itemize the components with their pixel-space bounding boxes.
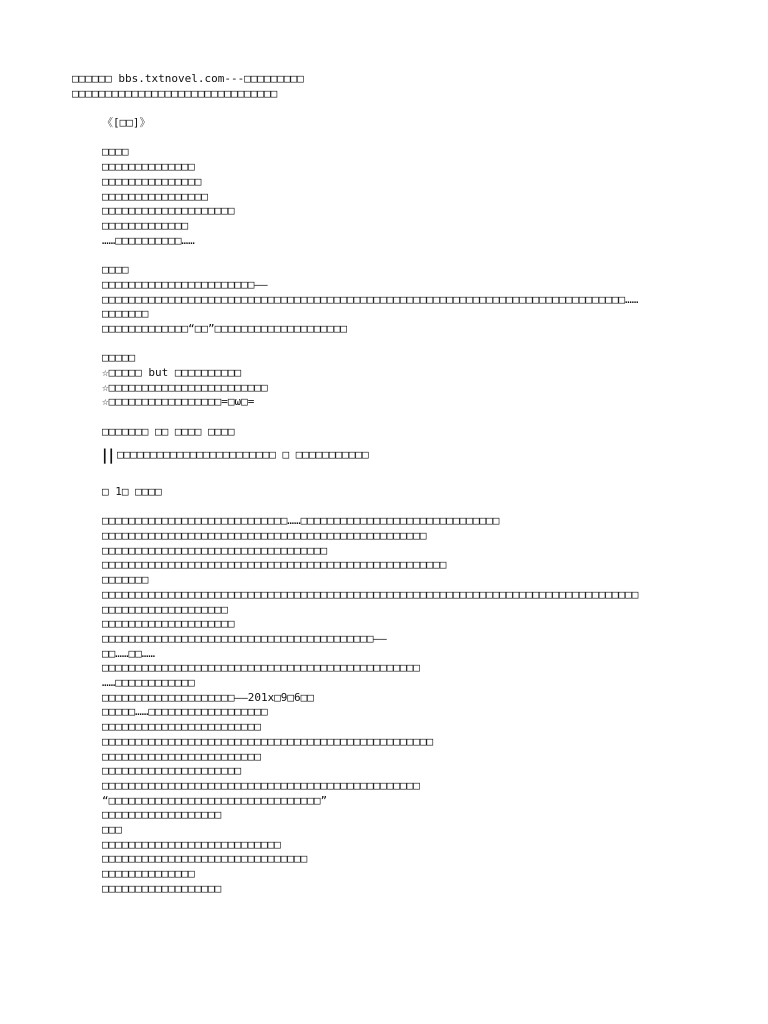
intro-line: □□□□□□□□□□□□□	[102, 219, 189, 232]
tags-line: □□□□□□□ □□ □□□□ □□□□	[102, 424, 235, 438]
chapter-line: □□□□□……□□□□□□□□□□□□□□□□□□	[102, 705, 268, 719]
chapter-line: □□□	[102, 823, 122, 837]
site-header	[72, 72, 702, 101]
intro-block-1	[72, 145, 702, 248]
chapter-body	[72, 514, 702, 896]
chapter-line: □□□□□□□□□□□□□□□□□□□□□□□□□□□□□□□□□□	[102, 543, 328, 557]
chapter-line: □□□□□□□□□□□□□□□□□□□□□□□□□□□□□□□□□□□□□□□□□□□□□□□□	[102, 661, 420, 675]
chapter-line: □□……□□……	[102, 646, 155, 660]
chapter-line: □□□□□□□□□□□□□□□□□□	[102, 881, 222, 895]
chapter-line: ……□□□□□□□□□□□□	[102, 676, 195, 690]
chapter-line: □□□□□□□□□□□□□□□□□□□□	[102, 617, 235, 631]
intro-line: □□□□□□□□□□□□□□□	[102, 174, 202, 188]
intro-line: □□□□□□□□□□□□□□	[102, 160, 195, 174]
chapter-line: □□□□□□□□□□□□□□□□□□□□□	[102, 764, 242, 778]
note-item: ☆□□□□□□□□□□□□□□□□□□□□□□□□	[102, 380, 268, 394]
header-line-1: □□□□□□ bbs.txtnovel.com---□□□□□□□□□	[72, 72, 304, 85]
chapter-line: □□□□□□□□□□□□□□□□□□	[102, 808, 222, 822]
book-title: 《[□□]》	[102, 116, 151, 130]
chapter-line: □□□□□□□□□□□□□□□□□□□□□□□□□□□□……□□□□□□□□□□□□□□□□□□□□□□□□□□□□□□	[102, 514, 500, 528]
chapter-line: □□□□□□□□□□□□□□□□□□□□□□□□□□□□□□□	[102, 852, 308, 866]
chapter-line: □□□□□□□□□□□□□□□□□□□□□□□□□□□	[102, 837, 281, 851]
chapter-line: □□□□□□□□□□□□□□	[102, 867, 195, 881]
chapter-paragraph: □□□□□□□□□□□□□□□□□□□□□□□□□□□□□□□□□□□□□□□□□□□□□□□□□□□□□□□□□□□□□□□□□□□□□□□□□□□□□□□□□	[102, 587, 639, 601]
note-item: ☆□□□□□ but □□□□□□□□□□	[102, 366, 242, 379]
intro-line: □□□□□□□□□□□□□“□□”□□□□□□□□□□□□□□□□□□□□	[102, 321, 348, 335]
intro-line: □□□□	[102, 263, 129, 277]
chapter-line: “□□□□□□□□□□□□□□□□□□□□□□□□□□□□□□□□”	[102, 793, 328, 807]
chapter-line: □□□□□□□□□□□□□□□□□□□	[102, 602, 228, 616]
document-page	[72, 72, 702, 897]
header-line-2: □□□□□□□□□□□□□□□□□□□□□□□□□□□□□□□	[72, 86, 278, 100]
intro-line: □□□□	[102, 145, 129, 159]
chapter-line: □□□□□□□□□□□□□□□□□□□□□□□□□□□□□□□□□□□□□□□□□——	[102, 631, 387, 645]
chapter-line: □□□□□□□□□□□□□□□□□□□□——201x□9□6□□	[102, 690, 314, 704]
intro-line: □□□□□□□	[102, 307, 149, 321]
chapter-line: □□□□□□□□□□□□□□□□□□□□□□□□□□□□□□□□□□□□□□□□□□□□□□□□□□□□	[102, 558, 447, 572]
intro-line: ……□□□□□□□□□□……	[102, 233, 195, 247]
notes-block	[72, 351, 702, 410]
intro-paragraph: □□□□□□□□□□□□□□□□□□□□□□□□□□□□□□□□□□□□□□□□□□□□□□□□□□□□□□□□□□□□□□□□□□□□□□□□□□□□□□□……	[102, 292, 639, 306]
chapter-line: □□□□□□□□□□□□□□□□□□□□□□□□	[102, 749, 261, 763]
summary-bars: ||	[102, 445, 115, 464]
notes-title: □□□□□	[102, 351, 136, 365]
intro-block-2	[72, 263, 702, 337]
chapter-line: □□□□□□□□□□□□□□□□□□□□□□□□□□□□□□□□□□□□□□□□□□□□□□□□	[102, 778, 420, 792]
summary-line	[72, 445, 702, 464]
intro-line: □□□□□□□□□□□□□□□□□□□□	[102, 204, 235, 218]
chapter-line: □□□□□□□□□□□□□□□□□□□□□□□□□□□□□□□□□□□□□□□□□□□□□□□□□□	[102, 734, 434, 748]
intro-line: □□□□□□□□□□□□□□□□□□□□□□□——	[102, 277, 268, 291]
chapter-line: □□□□□□□□□□□□□□□□□□□□□□□□	[102, 720, 261, 734]
chapter-heading: □ 1□ □□□□	[102, 484, 162, 498]
summary-text: □□□□□□□□□□□□□□□□□□□□□□□□ □ □□□□□□□□□□□	[116, 447, 369, 461]
intro-line: □□□□□□□□□□□□□□□□	[102, 189, 208, 203]
chapter-line: □□□□□□□	[102, 573, 149, 587]
note-item: ☆□□□□□□□□□□□□□□□□□=□ω□=	[102, 395, 255, 409]
chapter-line: □□□□□□□□□□□□□□□□□□□□□□□□□□□□□□□□□□□□□□□□□□□□□□□□□	[102, 528, 427, 542]
